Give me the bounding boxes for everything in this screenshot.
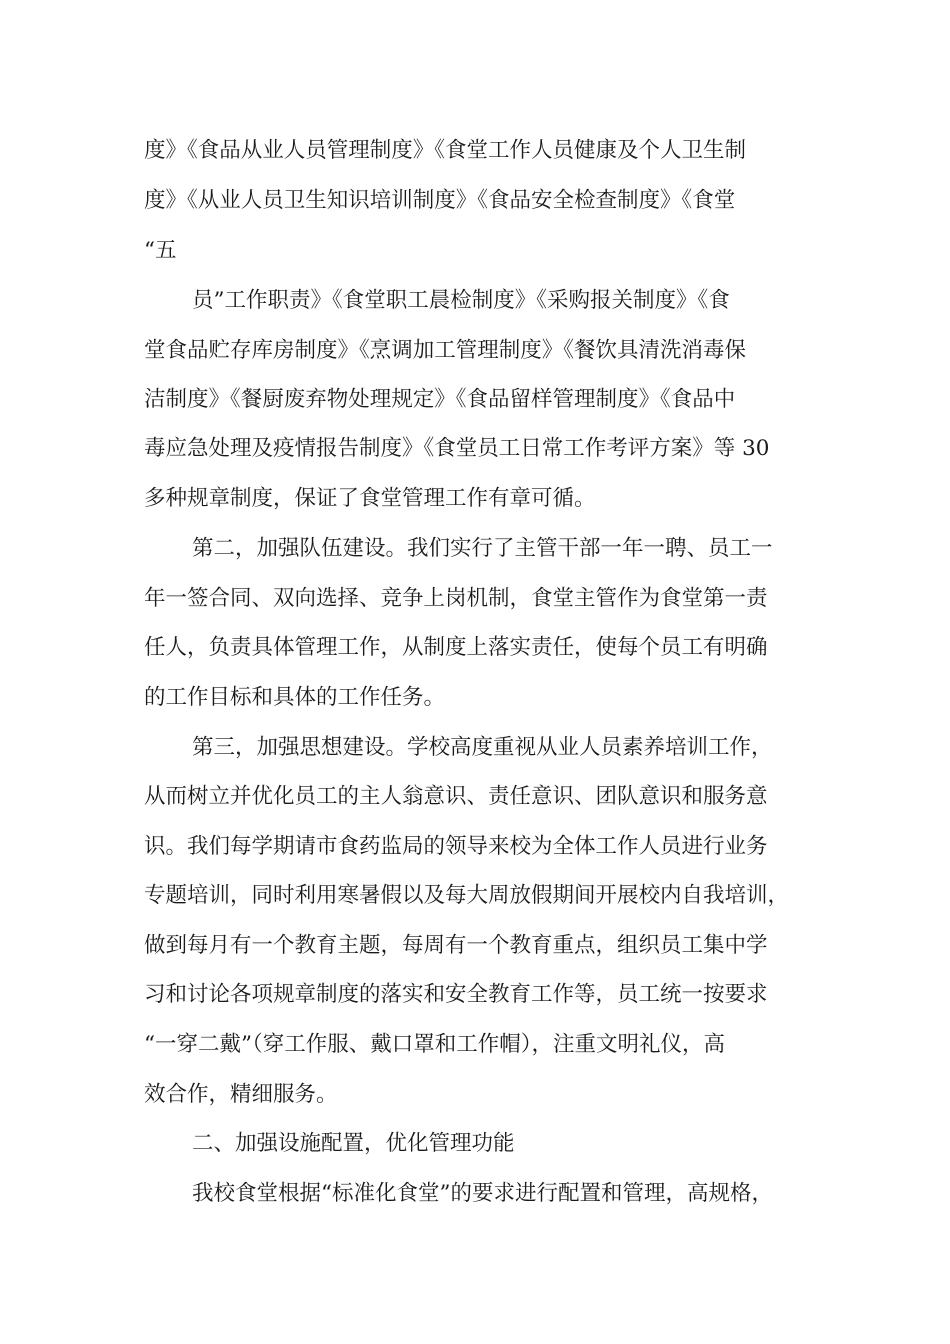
- text-line: 度》《从业人员卫生知识培训制度》《食品安全检查制度》《食堂: [144, 188, 736, 213]
- paragraph-first-line: 我校食堂根据“标准化食堂”的要求进行配置和管理，高规格，: [192, 1181, 773, 1206]
- text-line: 效合作，精细服务。: [144, 1082, 338, 1107]
- text-line: 的工作目标和具体的工作任务。: [144, 685, 446, 710]
- text-line: 多种规章制度，保证了食堂管理工作有章可循。: [144, 486, 596, 511]
- text-line: 毒应急处理及疫情报告制度》《食堂员工日常工作考评方案》等 30: [144, 436, 770, 461]
- text-line: 洁制度》《餐厨废弃物处理规定》《食品留样管理制度》《食品中: [144, 387, 736, 412]
- text-line: “一穿二戴”（穿工作服、戴口罩和工作帽），注重文明礼仪，高: [144, 1032, 725, 1057]
- text-line: 员”工作职责》《食堂职工晨检制度》《采购报关制度》《食: [192, 288, 730, 313]
- text-line: 习和讨论各项规章制度的落实和安全教育工作等，员工统一按要求: [144, 982, 768, 1007]
- text-line: 做到每月有一个教育主题，每周有一个教育重点，组织员工集中学: [144, 933, 768, 958]
- text-line: 识。我们每学期请市食药监局的领导来校为全体工作人员进行业务: [144, 834, 768, 859]
- section-heading: 二、加强设施配置，优化管理功能: [192, 1131, 515, 1156]
- text-line: “五: [144, 238, 177, 263]
- text-line: 年一签合同、双向选择、竞争上岗机制，食堂主管作为食堂第一责: [144, 586, 768, 611]
- text-line: 任人，负责具体管理工作，从制度上落实责任，使每个员工有明确: [144, 635, 768, 660]
- paragraph-first-line: 第三，加强思想建设。学校高度重视从业人员素养培训工作，: [192, 735, 773, 760]
- text-line: 从而树立并优化员工的主人翁意识、责任意识、团队意识和服务意: [144, 784, 768, 809]
- text-line: 专题培训，同时利用寒暑假以及每大周放假期间开展校内自我培训，: [144, 883, 790, 908]
- text-line: 堂食品贮存库房制度》《烹调加工管理制度》《餐饮具清洗消毒保: [144, 338, 747, 363]
- text-line: 度》《食品从业人员管理制度》《食堂工作人员健康及个人卫生制: [144, 138, 747, 163]
- paragraph-first-line: 第二，加强队伍建设。我们实行了主管干部一年一聘、员工一: [192, 536, 773, 561]
